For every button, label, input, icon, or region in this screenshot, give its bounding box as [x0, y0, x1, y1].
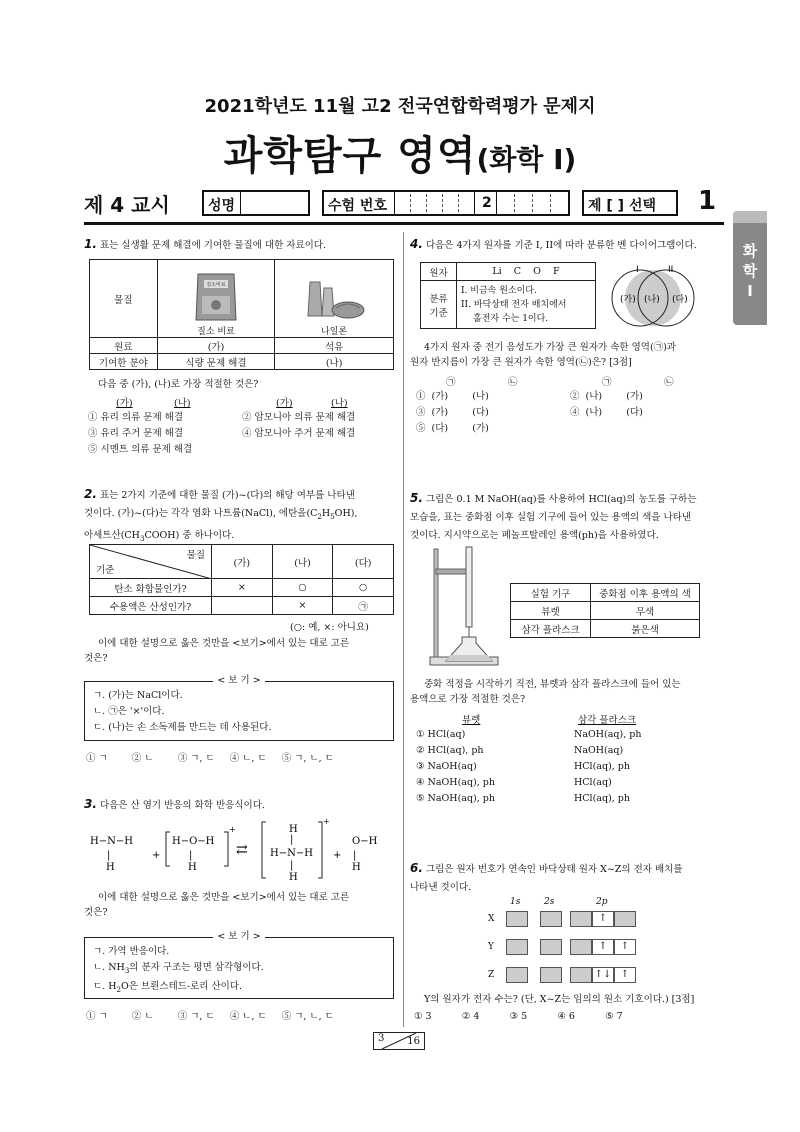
exam-number-label: 수험 번호	[328, 198, 387, 214]
venn-region-b: (나)	[644, 295, 660, 305]
q5-choice-4a[interactable]: ④ NaOH(aq), ph	[416, 777, 495, 788]
q4-crit-1: I. 비금속 원소이다.	[461, 285, 537, 296]
q2-bogi	[84, 675, 394, 741]
q4-venn-diagram	[598, 262, 718, 334]
q1-choice-5[interactable]: ⑤ 시멘트 의류 문제 해결	[88, 444, 193, 455]
q1-col-a: (가)	[116, 398, 133, 409]
page-counter	[373, 1032, 425, 1050]
q2-row1-label: 탄소 화합물인가?	[90, 579, 212, 597]
q2-diag-header	[90, 545, 212, 579]
q1-number: 1.	[84, 237, 97, 251]
q6-y-2p1	[570, 939, 592, 955]
q5-question	[410, 677, 730, 707]
q5-question-1: 중화 적정을 시작하기 직전, 뷰렛과 삼각 플라스크에 들어 있는	[424, 679, 681, 690]
q5-choice-4b: HCl(aq)	[574, 777, 612, 788]
q1-table	[89, 259, 394, 370]
q5-col-b: 삼각 플라스크	[578, 715, 637, 726]
q6-label-x: X	[488, 914, 495, 924]
q6-z-2p1	[570, 967, 592, 983]
exam-title-paren: (화학 I)	[476, 143, 577, 176]
q1-field-b: (나)	[275, 354, 394, 370]
q6-y-2p2: ↑	[592, 939, 614, 955]
q3-stem: 다음은 산 염기 반응의 화학 반응식이다.	[99, 800, 265, 811]
q4-choices	[416, 375, 726, 437]
q1-raw-b: 석유	[275, 338, 394, 354]
q1-row-label-field: 기여한 분야	[90, 354, 158, 370]
period-label: 제 4 교시	[84, 193, 170, 217]
q5-choice-1a[interactable]: ① HCl(aq)	[416, 729, 466, 740]
q1-row-label-substance: 물질	[90, 260, 158, 338]
q3-bogi-title: < 보 기 >	[213, 931, 264, 942]
q6-question: Y의 원자가 전자 수는? (단, X~Z는 임의의 원소 기호이다.) [3점]	[424, 994, 695, 1005]
svg-text:⇄: ⇄	[236, 842, 248, 858]
svg-text:+: +	[323, 817, 330, 826]
svg-text:|: |	[189, 850, 193, 861]
side-tab-char-3: I	[747, 282, 753, 300]
q4-crit-2a: II. 바닥상태 전자 배치에서	[461, 299, 567, 310]
q2-stem-3: 아세트산(CH	[84, 529, 140, 541]
q5-row1-a: 뷰렛	[511, 602, 591, 620]
name-box[interactable]	[202, 190, 310, 216]
q6-x-1s	[506, 911, 528, 927]
page-big-number: 1	[698, 186, 717, 216]
q1-choice-3[interactable]: ③ 유리 주거 문제 해결	[88, 428, 183, 439]
q6-stem-2: 나타낸 것이다.	[410, 882, 472, 893]
q1-choice-2[interactable]: ② 암모니아 의류 문제 해결	[242, 412, 356, 423]
fertilizer-bag-icon	[194, 272, 238, 324]
q1-img2-caption: 나일론	[321, 327, 348, 337]
q6-y-2p3: ↑	[614, 939, 636, 955]
q1-question: 다음 중 (가), (나)로 가장 적절한 것은?	[98, 379, 259, 390]
q4-question	[410, 340, 730, 370]
q6-stem-1: 그림은 원자 번호가 연속인 바닥상태 원자 X~Z의 전자 배치를	[425, 864, 683, 875]
q4-table	[420, 262, 596, 329]
q2-row2-a	[212, 597, 273, 615]
q4-criteria	[457, 281, 596, 329]
q6-z-1s	[506, 967, 528, 983]
q6-number: 6.	[410, 861, 423, 875]
q2-row2-label: 수용액은 산성인가?	[90, 597, 212, 615]
q1-img1-caption: 질소 비료	[197, 327, 235, 337]
q6-row-y	[486, 939, 646, 967]
q6-head-1s: 1s	[510, 897, 521, 907]
question-2: 2. 표는 2가지 기준에 대한 물질 (가)~(다)의 해당 여부를 나타낸 것이다. (가)~(다)는 각각 염화 나트륨(NaCl), 에탄올$(C_2H_5OH)$, 아세트산$(CH_3COOH)$ 중 하나이다.	[84, 487, 358, 543]
fertilizer-bag-text: 질소비료	[206, 282, 226, 288]
q1-col-b-2: (나)	[331, 398, 348, 409]
page-total: 16	[407, 1036, 420, 1047]
svg-text:H: H	[289, 872, 298, 883]
q4-atom-label: 원자	[421, 263, 457, 281]
q1-stem: 표는 실생활 문제 해결에 기여한 물질에 대한 자료이다.	[99, 240, 327, 251]
svg-text:H−N−H: H−N−H	[90, 836, 133, 847]
q3-number: 3.	[84, 797, 97, 811]
svg-text:H−N−H: H−N−H	[270, 848, 313, 859]
q1-raw-a: (가)	[157, 338, 275, 354]
q5-row1-b: 무색	[591, 602, 700, 620]
q2-legend: (○: 예, ×: 아니요)	[290, 622, 369, 633]
q5-stem-3: 것이다. 지시약으로는 페놀프탈레인 용액(ph)을 사용하였다.	[410, 530, 659, 541]
q6-x-2p1	[570, 911, 592, 927]
svg-text:H: H	[106, 862, 115, 873]
q5-choice-2b: NaOH(aq)	[574, 745, 624, 756]
q3-question	[84, 890, 399, 920]
q6-z-2p3: ↑	[614, 967, 636, 983]
q6-row-z	[486, 967, 646, 995]
q6-y-2s	[540, 939, 562, 955]
q3-bogi-3a: ㄷ. H	[93, 980, 117, 992]
q4-choice-2[interactable]: ② (나) (가)	[570, 391, 643, 402]
svg-text:+: +	[229, 825, 236, 834]
q4-crit-label	[421, 281, 457, 329]
exam-number-box[interactable]	[322, 190, 570, 216]
exam-title	[0, 124, 800, 181]
q6-answers[interactable]: ① 3 ② 4 ③ 5 ④ 6 ⑤ 7	[414, 1011, 623, 1022]
q5-choice-5b: HCl(aq), ph	[574, 793, 630, 804]
svg-text:H: H	[188, 862, 197, 873]
q5-choice-1b: NaOH(aq), ph	[574, 729, 642, 740]
q4-question-1: 4가지 원자 중 전기 음성도가 가장 큰 원자가 속한 영역(㉠)과	[424, 342, 677, 353]
svg-text:H: H	[289, 824, 298, 835]
q5-choice-5a[interactable]: ⑤ NaOH(aq), ph	[416, 793, 495, 804]
header-rule	[84, 222, 724, 225]
q5-choice-3b: HCl(aq), ph	[574, 761, 630, 772]
exam-subtitle: 2021학년도 11월 고2 전국연합학력평가 문제지	[204, 96, 596, 117]
side-tab-char-2: 학	[742, 262, 758, 280]
q2-bogi-2: ㄴ. ㉠은 '×'이다.	[93, 706, 165, 717]
q6-row-x	[486, 911, 646, 939]
q6-z-2p2: ↑↓	[592, 967, 614, 983]
q4-choice-4[interactable]: ④ (나) (다)	[570, 407, 643, 418]
q2-bogi-title: < 보 기 >	[213, 675, 264, 686]
q4-head-2: ㉡	[508, 377, 518, 388]
titration-apparatus-icon	[424, 545, 504, 669]
q2-row1-c: ○	[333, 579, 394, 597]
name-label: 성명	[208, 198, 236, 214]
svg-text:O−H: O−H	[352, 836, 378, 847]
q6-head-2s: 2s	[544, 897, 555, 907]
question-4	[410, 237, 730, 253]
q4-choice-3[interactable]: ③ (가) (다)	[416, 407, 489, 418]
choice-label: 제 [ ] 선택	[588, 198, 656, 214]
q6-orbital-diagram	[486, 897, 646, 995]
q2-question-2: 것은?	[84, 653, 108, 664]
venn-label-I: I	[636, 265, 639, 275]
question-3	[84, 797, 399, 813]
q2-stem-1: 표는 2가지 기준에 대한 물질 (가)~(다)의 해당 여부를 나타낸	[99, 490, 355, 501]
svg-text:|: |	[290, 860, 294, 871]
nylon-thread-icon	[302, 278, 366, 320]
q5-stem-2: 모습을, 표는 중화점 이후 실험 기구에 들어 있는 용액의 색을 나타낸	[410, 512, 691, 523]
q4-number: 4.	[410, 237, 423, 251]
q4-crit-label-2: 기준	[429, 307, 448, 319]
q3-bogi: < 보 기 > ㄱ. 가역 반응이다. ㄴ. $NH_3$의 분자 구조는 평면 삼각형이다. ㄷ. $H_2O$은 브뢴스테드-로리 산이다.	[84, 937, 394, 999]
subject-side-tab	[733, 211, 767, 325]
q3-bogi-2b: 의 분자 구조는 평면 삼각형이다.	[129, 962, 264, 973]
venn-region-c: (다)	[672, 295, 688, 305]
q1-choices	[88, 396, 398, 458]
q2-head-c: (다)	[333, 545, 394, 579]
choice-box[interactable]	[582, 190, 678, 216]
q2-stem-3b: COOH) 중 하나이다.	[144, 529, 235, 541]
q2-stem-2: 것이다. (가)~(다)는 각각 염화 나트륨(NaCl), 에탄올(C	[84, 508, 318, 519]
q1-col-b: (나)	[174, 398, 191, 409]
q2-row2-b: ×	[272, 597, 333, 615]
q2-table	[89, 544, 394, 615]
svg-text:|: |	[353, 850, 357, 861]
question-6	[410, 861, 730, 895]
q4-crit-2b: 홀전자 수는 1이다.	[473, 313, 549, 324]
q6-label-z: Z	[488, 970, 495, 980]
q6-head-2p: 2p	[596, 897, 608, 907]
q3-question-2: 것은?	[84, 907, 108, 918]
q1-cell-fertilizer	[157, 260, 275, 338]
q2-bogi-3: ㄷ. (나)는 손 소독제를 만드는 데 사용된다.	[93, 722, 272, 733]
q2-stem-2c: OH),	[334, 508, 358, 519]
q5-row2-a: 삼각 플라스크	[511, 620, 591, 638]
q2-head-criterion: 기준	[96, 565, 115, 576]
q4-stem: 다음은 4가지 원자를 기준 I, II에 따라 분류한 벤 다이어그램이다.	[425, 240, 697, 251]
q5-choice-3a[interactable]: ③ NaOH(aq)	[416, 761, 477, 772]
q1-row-label-raw: 원료	[90, 338, 158, 354]
page-current: 3	[378, 1033, 385, 1044]
q6-y-1s	[506, 939, 528, 955]
q5-question-2: 용액으로 가장 적절한 것은?	[410, 694, 526, 705]
q4-choice-1[interactable]: ① (가) (나)	[416, 391, 489, 402]
q2-row2-c: ㉠	[333, 597, 394, 615]
svg-text:|: |	[107, 850, 111, 861]
q4-head-2b: ㉡	[664, 377, 674, 388]
q6-x-2p2: ↑	[592, 911, 614, 927]
q6-z-2s	[540, 967, 562, 983]
q6-x-2p3	[614, 911, 636, 927]
q2-stem-2b: H	[321, 508, 331, 519]
q4-question-2: 원자 반지름이 가장 큰 원자가 속한 영역(㉡)은? [3점]	[410, 357, 632, 368]
column-divider	[403, 232, 404, 1027]
q3-bogi-1: ㄱ. 가역 반응이다.	[93, 946, 170, 957]
question-5	[410, 491, 730, 543]
q2-row1-b: ○	[272, 579, 333, 597]
q3-bogi-3b: O은 브뢴스테드-로리 산이다.	[120, 980, 242, 992]
svg-text:+: +	[152, 850, 161, 861]
venn-region-a: (가)	[620, 295, 636, 305]
venn-label-II: II	[668, 265, 674, 275]
q5-row2-b: 붉은색	[591, 620, 700, 638]
q6-x-2s	[540, 911, 562, 927]
q1-field-a: 식량 문제 해결	[157, 354, 275, 370]
q4-head-1b: ㉠	[602, 377, 612, 388]
q3-bogi-2a: ㄴ. NH	[93, 962, 125, 973]
q6-label-y: Y	[488, 942, 494, 952]
q4-choice-5[interactable]: ⑤ (다) (가)	[416, 423, 489, 434]
q5-head-2: 중화점 이후 용액의 색	[591, 584, 700, 602]
q2-question	[84, 636, 399, 666]
q1-cell-nylon	[275, 260, 394, 338]
q5-choices	[416, 713, 726, 807]
q2-bogi-1: ㄱ. (가)는 NaCl이다.	[93, 690, 183, 701]
q3-reaction-equation	[90, 816, 390, 886]
q4-crit-label-1: 분류	[429, 293, 448, 305]
q2-head-a: (가)	[212, 545, 273, 579]
side-tab-char-1: 화	[742, 242, 758, 260]
q5-table	[510, 583, 700, 638]
q2-answers[interactable]: ① ㄱ ② ㄴ ③ ㄱ, ㄷ ④ ㄴ, ㄷ ⑤ ㄱ, ㄴ, ㄷ	[86, 753, 334, 764]
q1-choice-4[interactable]: ④ 암모니아 주거 문제 해결	[242, 428, 356, 439]
q2-question-1: 이에 대한 설명으로 옳은 것만을 <보기>에서 있는 대로 고른	[98, 638, 350, 649]
exam-number-digit: 2	[482, 195, 492, 211]
q5-col-a: 뷰렛	[462, 715, 481, 726]
q2-head-substance: 물질	[186, 550, 205, 561]
q3-answers[interactable]: ① ㄱ ② ㄴ ③ ㄱ, ㄷ ④ ㄴ, ㄷ ⑤ ㄱ, ㄴ, ㄷ	[86, 1011, 334, 1022]
question-1	[84, 237, 399, 253]
svg-text:H: H	[352, 862, 361, 873]
q1-choice-1[interactable]: ① 유리 의류 문제 해결	[88, 412, 183, 423]
q2-row1-a: ×	[212, 579, 273, 597]
q5-number: 5.	[410, 491, 423, 505]
svg-text:+: +	[333, 850, 342, 861]
q2-number: 2.	[84, 487, 97, 501]
q1-col-a-2: (가)	[276, 398, 293, 409]
q4-head-1: ㉠	[446, 377, 456, 388]
q5-choice-2a[interactable]: ② HCl(aq), ph	[416, 745, 484, 756]
exam-title-main: 과학탐구 영역	[223, 133, 477, 179]
q5-stem-1: 그림은 0.1 M NaOH(aq)를 사용하여 HCl(aq)의 농도를 구하는	[425, 494, 697, 505]
q3-question-1: 이에 대한 설명으로 옳은 것만을 <보기>에서 있는 대로 고른	[98, 892, 350, 903]
q2-head-b: (나)	[272, 545, 333, 579]
q4-atoms: Li C O F	[457, 263, 596, 281]
q5-head-1: 실험 기구	[511, 584, 591, 602]
svg-text:H−O−H: H−O−H	[172, 836, 215, 847]
svg-text:|: |	[290, 834, 294, 845]
